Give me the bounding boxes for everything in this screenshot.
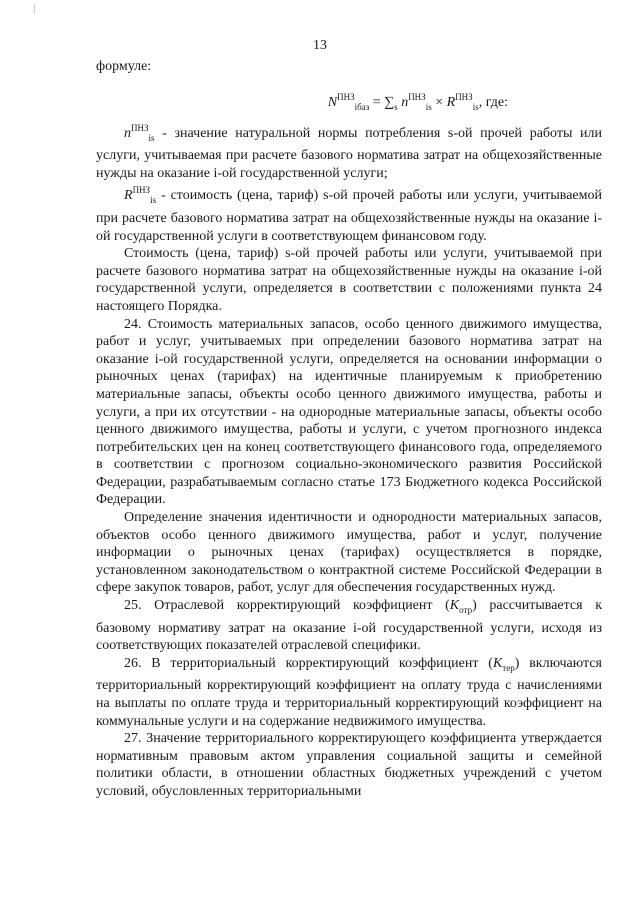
definition-r — [96, 182, 602, 245]
formula — [96, 84, 602, 110]
formula-r-sup: ПНЗ — [455, 91, 473, 102]
paragraph-26-symbol: K — [492, 655, 503, 671]
paragraph-cost: Стоимость (цена, тариф) s-ой прочей работы или услуги, учитываемой при расчете базового норматива затрат на общехозяйственные нужды на оказание i-ой государственной услуги, определяется в соответствии с положениями пункта 24 настоящего Порядка. — [96, 246, 602, 314]
paragraph-26 — [96, 655, 602, 730]
page-number: 13 — [313, 38, 327, 53]
paragraph-25 — [96, 597, 602, 655]
paragraph-24: 24. Стоимость материальных запасов, особо ценного движимого имущества, работ и услуг, учитываемых при определении базового норматива затрат на оказание i-ой государственной услуги, определяется на основании информации о рыночных ценах (тарифах) на идентичные планируемым к приобретению материальные запасы, объекты особо ценного движимого имущества, работы и услуги, а при их отсутствии - на однородные материальные запасы, объекты особо ценного движимого имущества, работы и услуги, с учетом прогнозного индекса потребительских цен на конец соответствующего финансового года, определяемого в соответствии с прогнозом социально-экономического развития Российской Федерации, разрабатываемым согласно статье 173 Бюджетного кодекса Российской Федерации. — [96, 316, 602, 508]
definition-n-text: - значение натуральной нормы потребления s-ой прочей работы или услуги, учитываемая при расчете базового норматива затрат на общехозяйственные нужды на оказание i-ой государственной услуги; — [96, 125, 602, 181]
definition-n-sup: ПНЗ — [131, 122, 149, 133]
definition-r-symbol: R — [124, 188, 133, 204]
definition-n — [96, 120, 602, 183]
paragraph-27: 27. Значение территориального корректирующего коэффициента утверждается нормативным правовым актом управления социальной защиты и семейной политики области, в отношении областных бюджетных учреждений с учетом условий, обусловленных территориальными — [96, 731, 602, 799]
formula-lhs-symbol: N — [327, 94, 338, 110]
formula-equals: = — [372, 94, 381, 110]
formula-sum-sign: ∑ — [384, 94, 395, 110]
definition-r-sub: is — [150, 195, 157, 206]
definition-n-symbol: n — [124, 125, 131, 141]
paragraph-25-sub: отр — [459, 605, 473, 616]
formula-r-symbol: R — [446, 94, 456, 110]
paragraph-25-start: 25. Отраслевой корректирующий коэффициент ( — [124, 598, 450, 614]
paragraph-26-end: ) включаются территориальный корректирующий коэффициент на оплату труда с начислениями на выплаты по оплате труда и территориальный корректирующий коэффициент на коммунальные услуги и на содержание недвижимого имущества. — [96, 655, 602, 729]
definition-r-sup: ПНЗ — [132, 185, 151, 196]
page-body — [96, 58, 602, 801]
definition-r-text: - стоимость (цена, тариф) s-ой прочей работы или услуги, учитываемой при расчете базового норматива затрат на общехозяйственные нужды на оказание i-ой государственной услуги в соответствующем финансовом году. — [96, 188, 602, 244]
formula-lead: формуле: — [96, 59, 152, 74]
formula-n-sup: ПНЗ — [408, 91, 426, 102]
scan-mark — [34, 4, 41, 14]
formula-lhs-sup: ПНЗ — [337, 91, 355, 102]
paragraph-26-start: 26. В территориальный корректирующий коэффициент ( — [124, 655, 493, 671]
paragraph-25-symbol: K — [449, 598, 460, 614]
paragraph-26-sub: тер — [502, 662, 515, 673]
formula-sum-sub: s — [394, 101, 398, 112]
formula-tail: , где: — [478, 94, 508, 110]
formula-lhs-sub: iбаз — [354, 101, 370, 112]
formula-n-sub: is — [425, 101, 432, 112]
formula-r-sub: is — [472, 101, 479, 112]
definition-n-sub: is — [148, 132, 155, 143]
formula-times: × — [435, 94, 444, 110]
paragraph-identity: Определение значения идентичности и однородности материальных запасов, объектов особо ценного движимого имущества, работ и услуг, получение информации о рыночных ценах (тарифах) осуществляется в порядке, установленном законодательством о контрактной системе Российской Федерации в сфере закупок товаров, работ, услуг для обеспечения государственных нужд. — [96, 510, 602, 596]
paragraph-25-end: ) рассчитывается к базовому нормативу затрат на оказание i-ой государственной услуги, исходя из соответствующих показателей отраслевой специфики. — [96, 598, 602, 654]
formula-n-symbol: n — [401, 94, 409, 110]
